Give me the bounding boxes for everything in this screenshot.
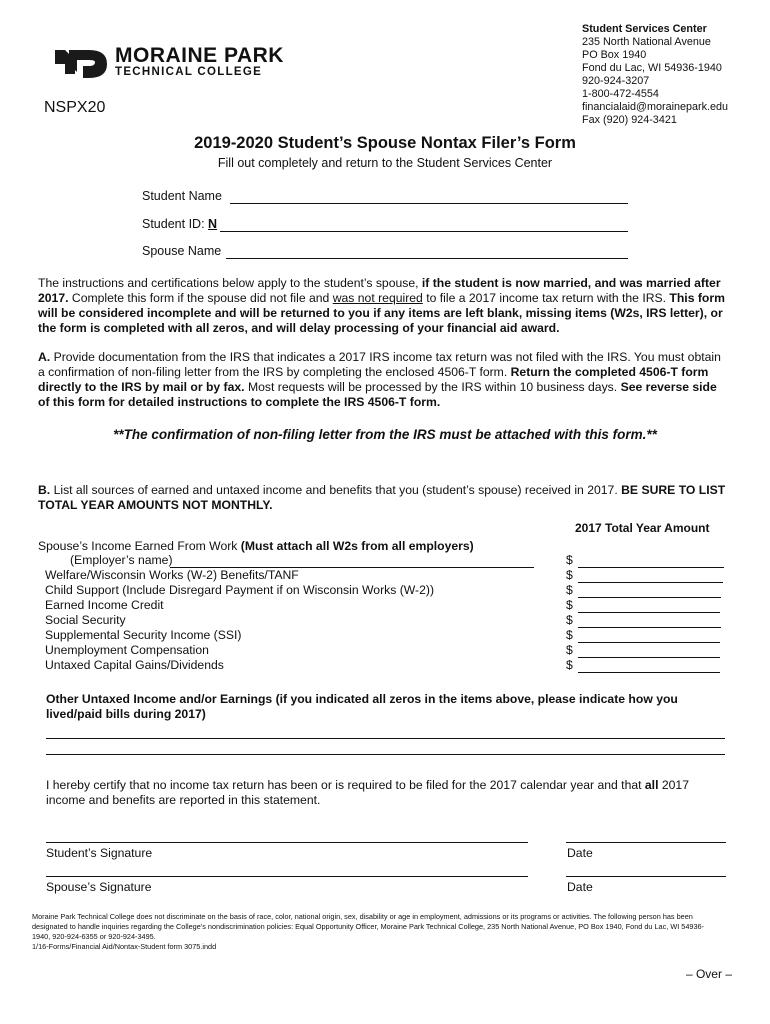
form-code: NSPX20 [44, 99, 106, 116]
contact-title: Student Services Center [582, 23, 707, 35]
dollar-sign: $ [566, 658, 573, 672]
over-indicator: – Over – [685, 967, 732, 981]
student-date-label: Date [567, 846, 593, 860]
earned-income-text: Spouse’s Income Earned From Work [38, 539, 238, 553]
certification-statement [46, 778, 716, 808]
certification-text-bold: all [644, 778, 659, 792]
social-security-amount-field[interactable] [578, 627, 721, 628]
contact-fax: Fax (920) 924-3421 [582, 114, 677, 126]
student-signature-label: Student’s Signature [46, 846, 153, 860]
contact-address: 235 North National Avenue [582, 36, 711, 48]
dollar-sign: $ [566, 568, 573, 582]
student-id-label [142, 217, 217, 231]
intro-text-3: to file a 2017 income tax return with the IRS. [426, 291, 667, 305]
footer-notice [32, 912, 718, 952]
section-b-letter: B. [38, 483, 51, 497]
spouse-name-label: Spouse Name [142, 244, 222, 258]
contact-phone: 920-924-3207 [582, 75, 650, 87]
student-id-label-text: Student ID: [142, 217, 205, 231]
form-reference: 1/16-Forms/Financial Aid/Nontax-Student form 3075.indd [32, 942, 217, 951]
other-income-heading: Other Untaxed Income and/or Earnings (if you indicated all zeros in the items above, please indicate how you lived/paid bills during 2017) [46, 692, 678, 721]
contact-po-box: PO Box 1940 [582, 49, 647, 61]
contact-tollfree: 1-800-472-4554 [582, 88, 659, 100]
intro-text-underline: was not required [332, 291, 423, 305]
section-a-paragraph [38, 350, 728, 410]
amount-column-header: 2017 Total Year Amount [575, 521, 710, 535]
student-id-field[interactable] [220, 231, 628, 232]
section-a-text-1: Provide documentation from the IRS that indicates a 2017 IRS income tax return was not filed with the IRS. You must obtain a confirmation of non-filing letter from the IRS by completing the enclosed 4506-T form. [38, 350, 721, 379]
intro-paragraph [38, 276, 728, 336]
income-item-label: Child Support (Include Disregard Payment if on Wisconsin Works (W-2)) [45, 583, 435, 597]
other-income-line-2[interactable] [46, 754, 725, 755]
capital-gains-amount-field[interactable] [578, 672, 720, 673]
earned-income-amount-field[interactable] [578, 567, 724, 568]
section-a-text-4: See reverse side of this form for detailed instructions to complete the IRS 4506-T form. [38, 380, 717, 409]
college-logo [55, 44, 284, 80]
child-support-amount-field[interactable] [578, 597, 721, 598]
section-b-paragraph [38, 483, 728, 513]
spouse-date-field[interactable] [566, 876, 726, 877]
earned-income-note: (Must attach all W2s from all employers) [240, 539, 474, 553]
spouse-signature-label: Spouse’s Signature [46, 880, 152, 894]
contact-city: Fond du Lac, WI 54936-1940 [582, 62, 722, 74]
ssi-amount-field[interactable] [578, 642, 720, 643]
student-name-label: Student Name [142, 189, 222, 203]
college-name-line2: TECHNICAL COLLEGE [115, 66, 263, 78]
college-logo-mark-icon [55, 44, 107, 80]
contact-email: financialaid@morainepark.edu [582, 101, 729, 113]
income-item-label: Welfare/Wisconsin Works (W-2) Benefits/TANF [45, 568, 299, 582]
intro-text-bold: if the student is now married, and was married after 2017. [38, 276, 721, 305]
dollar-sign: $ [566, 628, 573, 642]
dollar-sign: $ [566, 613, 573, 627]
college-name-line1: MORAINE PARK [115, 44, 284, 67]
contact-block [582, 23, 728, 127]
irs-letter-notice: **The confirmation of non-filing letter from the IRS must be attached with this form.** [113, 427, 657, 442]
certification-text-1: I hereby certify that no income tax return has been or is required to be filed for the 2017 calendar year and that [46, 778, 642, 792]
dollar-sign: $ [566, 598, 573, 612]
section-a-text-2: Return the completed 4506-T form directly to the IRS by mail or by fax. [38, 365, 709, 394]
section-b-text-2: BE SURE TO LIST TOTAL YEAR AMOUNTS NOT MONTHLY. [38, 483, 726, 512]
dollar-sign: $ [566, 643, 573, 657]
intro-warning: This form will be considered incomplete and will be returned to you if any items are left blank, missing items (W2s, IRS letter), or the form is completed with all zeros, and will delay processing of your financial aid award. [38, 291, 725, 335]
spouse-signature-field[interactable] [46, 876, 528, 877]
certification-text-2: 2017 income and benefits are reported in this statement. [46, 778, 689, 807]
other-income-line-1[interactable] [46, 738, 725, 739]
student-name-field[interactable] [230, 203, 628, 204]
intro-text-1: The instructions and certifications below apply to the student’s spouse, [38, 276, 419, 290]
page-subtitle: Fill out completely and return to the Student Services Center [217, 156, 553, 170]
spouse-date-label: Date [567, 880, 593, 894]
unemployment-amount-field[interactable] [578, 657, 720, 658]
eic-amount-field[interactable] [578, 612, 720, 613]
dollar-sign: $ [566, 583, 573, 597]
earned-income-label [38, 539, 474, 553]
section-a-letter: A. [38, 350, 51, 364]
employer-name-label: (Employer’s name) [70, 553, 173, 567]
section-b-text-1: List all sources of earned and untaxed income and benefits that you (student’s spouse) received in 2017. [53, 483, 618, 497]
income-item-label: Supplemental Security Income (SSI) [45, 628, 242, 642]
dollar-sign: $ [566, 553, 573, 567]
income-item-label: Social Security [45, 613, 126, 627]
income-item-label: Untaxed Capital Gains/Dividends [45, 658, 224, 672]
student-signature-field[interactable] [46, 842, 528, 843]
income-item-label: Unemployment Compensation [45, 643, 209, 657]
page-title: 2019-2020 Student’s Spouse Nontax Filer’s Form [194, 134, 576, 152]
income-item-label: Earned Income Credit [45, 598, 164, 612]
welfare-amount-field[interactable] [578, 582, 723, 583]
spouse-name-field[interactable] [226, 258, 628, 259]
student-id-prefix: N [208, 217, 218, 231]
section-a-text-3: Most requests will be processed by the IRS within 10 business days. [247, 380, 618, 394]
intro-text-2: Complete this form if the spouse did not file and [71, 291, 330, 305]
nondiscrimination-statement: Moraine Park Technical College does not discriminate on the basis of race, color, national origin, sex, disability or age in employment, admissions or its programs or activities. The following person has been designated to handle inquiries regarding the College’s nondiscrimination policies: Equal Opportunity Officer, Moraine Park Technical College, 235 North National Avenue, PO Box 1940, Fond du Lac, WI 54936-1940, 920-924-6355 or 920-924-3495. [32, 912, 704, 941]
student-date-field[interactable] [566, 842, 726, 843]
